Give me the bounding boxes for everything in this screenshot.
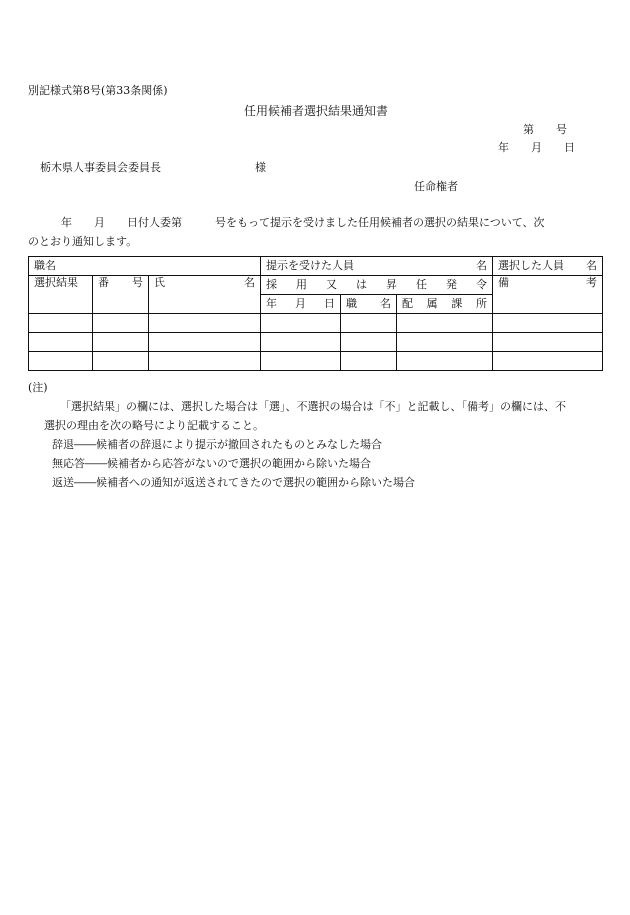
appointment-header-char: 発 (446, 278, 457, 291)
presented-count-label: 提示を受けた人員 (266, 259, 354, 272)
table-cell[interactable] (493, 314, 603, 333)
notes-main-line-2: 選択の理由を次の略号により記載すること。 (44, 419, 264, 432)
notes-main-line-1: 「選択結果」の欄には、選択した場合は「選」、不選択の場合は「不」と記載し、「備考」の欄には、不 (60, 400, 566, 413)
notes-item-returned: 返送――候補者への通知が返送されてきたので選択の範囲から除いた場合 (52, 476, 415, 489)
table-cell[interactable] (493, 333, 603, 352)
assigned-section-header-char: 配 (402, 297, 413, 310)
table-cell[interactable] (397, 314, 493, 333)
assigned-section-header-char: 属 (426, 297, 438, 310)
number-header-char: 番 (98, 276, 109, 289)
document-title: 任用候補者選択結果通知書 (244, 104, 389, 118)
table-cell[interactable] (261, 333, 341, 352)
table-row (29, 314, 603, 333)
date-header-char: 日 (324, 297, 335, 310)
position-header-char: 名 (380, 297, 391, 310)
appointment-header-char: 採 (266, 278, 277, 291)
body-line-2: のとおり通知します。 (28, 235, 138, 248)
sender-label: 任命権者 (414, 180, 458, 193)
date-header-char: 月 (295, 297, 306, 310)
table-cell[interactable] (149, 333, 261, 352)
assigned-section-header-char: 課 (451, 297, 463, 310)
body-line-1: 年 月 日付人委第 号をもって提示を受けました任用候補者の選択の結果について、次 (28, 216, 545, 229)
presented-count-unit: 名 (476, 259, 488, 272)
table-row (29, 257, 603, 276)
table-cell[interactable] (341, 314, 397, 333)
name-header (149, 276, 261, 314)
table-cell[interactable] (149, 314, 261, 333)
selected-count-cell (493, 257, 603, 276)
addressee: 栃木県人事委員会委員長 (40, 161, 161, 174)
table-cell[interactable] (341, 352, 397, 371)
selection-result-header: 選択結果 (29, 276, 93, 314)
table-row (29, 333, 603, 352)
table-cell[interactable] (93, 314, 149, 333)
table-cell[interactable] (149, 352, 261, 371)
honorific: 様 (255, 161, 266, 174)
position-header (341, 295, 397, 314)
table-cell[interactable] (93, 352, 149, 371)
table-cell[interactable] (29, 352, 93, 371)
notes-item-decline: 辞退――候補者の辞退により提示が撤回されたものとみなした場合 (52, 438, 382, 451)
appointment-header-char: 用 (296, 278, 307, 291)
selected-count-unit: 名 (586, 259, 597, 272)
selected-count-label: 選択した人員 (498, 259, 565, 272)
table-row (29, 276, 603, 295)
table-cell[interactable] (397, 333, 493, 352)
issue-date: 年 月 日 (498, 141, 575, 154)
remarks-header-char: 考 (586, 276, 597, 289)
number-header-char: 号 (132, 276, 143, 289)
table-cell[interactable] (341, 333, 397, 352)
appointment-header-char: 又 (326, 278, 337, 291)
table-cell[interactable] (397, 352, 493, 371)
appointment-header-char: 任 (416, 278, 427, 291)
form-number: 別記様式第8号(第33条関係) (28, 84, 168, 97)
assigned-section-header (397, 295, 493, 314)
table-cell[interactable] (93, 333, 149, 352)
position-header-char: 職 (346, 297, 357, 310)
date-header-char: 年 (266, 297, 277, 310)
name-header-char: 名 (244, 276, 255, 289)
number-header (93, 276, 149, 314)
date-header (261, 295, 341, 314)
presented-count-cell (261, 257, 493, 276)
notes-item-no-response: 無応答――候補者から応答がないので選択の範囲から除いた場合 (52, 457, 371, 470)
assigned-section-header-char: 所 (476, 297, 488, 310)
appointment-header-char: 令 (476, 278, 487, 291)
table-cell[interactable] (29, 333, 93, 352)
appointment-header (261, 276, 493, 295)
table-cell[interactable] (261, 314, 341, 333)
remarks-header-char: 備 (498, 276, 510, 289)
table-cell[interactable] (29, 314, 93, 333)
table-row (29, 352, 603, 371)
notes-label: (注) (28, 381, 48, 394)
table-cell[interactable] (261, 352, 341, 371)
name-header-char: 氏 (154, 276, 165, 289)
selection-result-table (28, 256, 603, 371)
table-cell[interactable] (493, 352, 603, 371)
document-number: 第 号 (523, 123, 567, 136)
remarks-header (493, 276, 603, 314)
appointment-header-char: 昇 (386, 278, 397, 291)
appointment-header-char: は (356, 278, 367, 291)
job-title-label: 職名 (29, 257, 261, 276)
